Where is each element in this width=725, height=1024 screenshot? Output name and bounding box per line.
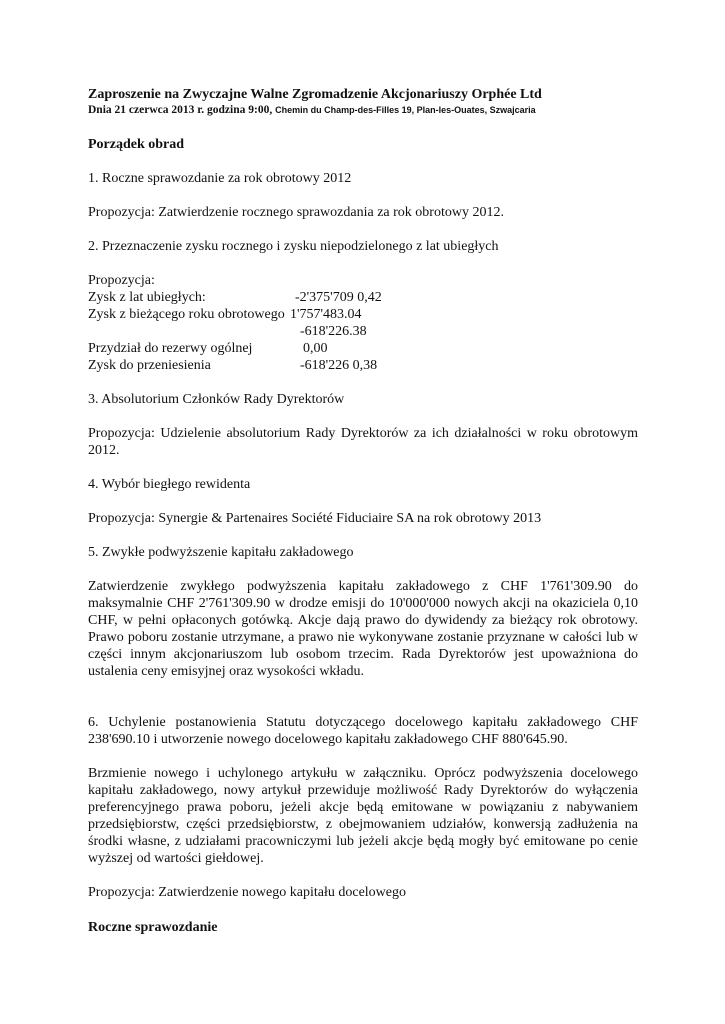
table-row [88,357,638,374]
document-title: Zaproszenie na Zwyczajne Walne Zgromadzenie Akcjonariuszy Orphée Ltd [88,87,542,102]
item2-title: 2. Przeznaczenie zysku rocznego i zysku niepodzielonego z lat ubiegłych [88,239,499,254]
item4-proposal: Propozycja: Synergie & Partenaires Société Fiduciaire SA na rok obrotowy 2013 [88,511,542,526]
agenda-heading: Porządek obrad [88,137,185,152]
meeting-date: Dnia 21 czerwca 2013 r. godzina 9:00, [88,104,273,116]
document-page [88,86,638,936]
meeting-address: Chemin du Champ-des-Filles 19, Plan-les-Ouates, Szwajcaria [275,105,536,115]
item2-proposal-label: Propozycja: [88,273,155,288]
row-value: -618'226.38 [300,324,367,339]
table-row [88,289,638,306]
item6-body: Brzmienie nowego i uchylonego artykułu w załączniku. Oprócz podwyższenia docelowego kapitału zakładowego, nowy artykuł przewiduje możliwość Rady Dyrektorów do wyłączenia preferencyjnego prawa poboru, jeżeli akcje będą emitowane w powiązaniu z nabywaniem przedsiębiorstw, części przedsiębiorstw, z obejmowaniem udziałów, konwersją zadłużenia na środki własne, z udziałami pracowniczymi lub jeżeli akcje będą mogły być emitowane po cenie wyższej od wartości giełdowej. [88,766,638,866]
table-row [88,340,638,357]
table-row [88,306,638,323]
row-label: Zysk do przeniesienia [88,358,211,373]
profit-allocation-table [88,289,638,374]
item1-title: 1. Roczne sprawozdanie za rok obrotowy 2012 [88,171,352,186]
row-value: -618'226 0,38 [300,358,378,373]
row-value: 0,00 [303,341,328,356]
annual-report-heading: Roczne sprawozdanie [88,920,218,935]
table-row [88,323,638,340]
row-value: 1'757'483.04 [290,307,362,322]
row-value: -2'375'709 0,42 [295,290,382,305]
item5-title: 5. Zwykłe podwyższenie kapitału zakładowego [88,545,354,560]
meeting-date-address [88,103,638,118]
row-label: Zysk z bieżącego roku obrotowego [88,307,285,322]
item6-proposal: Propozycja: Zatwierdzenie nowego kapitału docelowego [88,885,406,900]
row-label: Przydział do rezerwy ogólnej [88,341,253,356]
item1-proposal: Propozycja: Zatwierdzenie rocznego sprawozdania za rok obrotowy 2012. [88,205,504,220]
item4-title: 4. Wybór biegłego rewidenta [88,477,251,492]
item3-proposal: Propozycja: Udzielenie absolutorium Rady Dyrektorów za ich działalności w roku obrotowym 2012. [88,426,638,458]
row-label: Zysk z lat ubiegłych: [88,290,206,305]
item3-title: 3. Absolutorium Członków Rady Dyrektorów [88,392,345,407]
item6-title: 6. Uchylenie postanowienia Statutu dotyczącego docelowego kapitału zakładowego CHF 238'690.10 i utworzenie nowego docelowego kapitału zakładowego CHF 880'645.90. [88,715,638,747]
item5-body: Zatwierdzenie zwykłego podwyższenia kapitału zakładowego z CHF 1'761'309.90 do maksymalnie CHF 2'761'309.90 w drodze emisji do 10'000'000 nowych akcji na okaziciela 0,10 CHF, w pełni opłaconych gotówką. Akcje dają prawo do dywidendy za bieżący rok obrotowy. Prawo poboru zostanie utrzymane, a prawo nie wykonywane zostanie przyznane w całości lub w części innym akcjonariuszom lub osobom trzecim. Rada Dyrektorów jest upoważniona do ustalenia ceny emisyjnej oraz wysokości wkładu. [88,579,638,679]
